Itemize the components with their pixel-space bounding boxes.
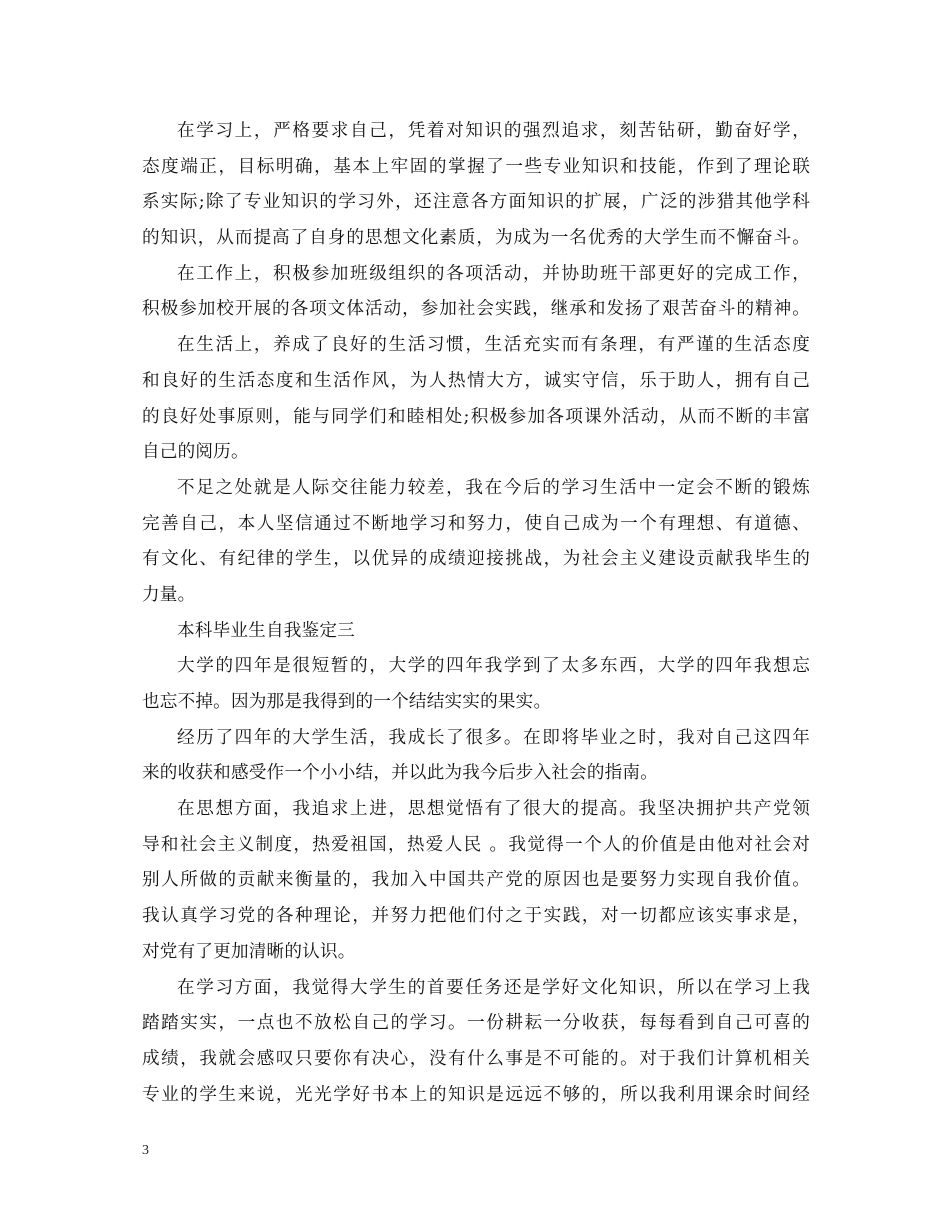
text-line: 来的收获和感受作一个小小结，并以此为我今后步入社会的指南。	[142, 763, 659, 784]
text-line: 成绩，我就会感叹只要你有决心，没有什么事是不可能的。对于我们计算机相关	[142, 1048, 810, 1069]
text-line: 在思想方面，我追求上进，思想觉悟有了很大的提高。我坚决拥护共产党领	[177, 799, 810, 820]
text-line: 别人所做的贡献来衡量的，我加入中国共产党的原因也是要努力实现自我价值。	[142, 870, 810, 891]
text-line: 在学习方面，我觉得大学生的首要任务还是学好文化知识，所以在学习上我	[177, 977, 810, 998]
text-line: 自己的阅历。	[142, 442, 249, 463]
text-line: 态度端正，目标明确，基本上牢固的掌握了一些专业知识和技能，作到了理论联	[142, 156, 810, 177]
text-line: 在学习上，严格要求自己，凭着对知识的强烈追求，刻苦钻研，勤奋好学，	[177, 121, 810, 141]
text-line: 系实际;除了专业知识的学习外，还注意各方面知识的扩展，广泛的涉猎其他学科	[142, 192, 810, 213]
text-line: 的良好处事原则，能与同学们和睦相处;积极参加各项课外活动，从而不断的丰富	[142, 406, 810, 427]
text-line: 我认真学习党的各种理论，并努力把他们付之于实践，对一切都应该实事求是，	[142, 906, 810, 927]
text-line: 对党有了更加清晰的认识。	[142, 941, 356, 962]
section-heading: 本科毕业生自我鉴定三	[177, 620, 355, 641]
text-line: 完善自己，本人坚信通过不断地学习和努力，使自己成为一个有理想、有道德、	[142, 513, 810, 534]
text-line: 在工作上，积极参加班级组织的各项活动，并协助班干部更好的完成工作，	[177, 263, 810, 284]
document-body	[142, 114, 810, 1113]
text-line: 导和社会主义制度，热爱祖国，热爱人民 。我觉得一个人的价值是由他对社会对	[142, 834, 810, 855]
text-line: 不足之处就是人际交往能力较差，我在今后的学习生活中一定会不断的锻炼	[177, 477, 810, 498]
text-line: 力量。	[142, 584, 196, 605]
text-line: 大学的四年是很短暂的，大学的四年我学到了太多东西，大学的四年我想忘	[177, 656, 810, 677]
text-line: 经历了四年的大学生活，我成长了很多。在即将毕业之时，我对自己这四年	[177, 727, 810, 748]
text-line: 的知识，从而提高了自身的思想文化素质，为成为一名优秀的大学生而不懈奋斗。	[142, 228, 810, 249]
page-number: 3	[142, 1143, 149, 1158]
text-line: 也忘不掉。因为那是我得到的一个结结实实的果实。	[142, 692, 552, 712]
text-line: 踏踏实实，一点也不放松自己的学习。一份耕耘一分收获，每每看到自己可喜的	[142, 1013, 810, 1034]
text-line: 有文化、有纪律的学生，以优异的成绩迎接挑战，为社会主义建设贡献我毕生的	[142, 549, 810, 570]
text-line: 专业的学生来说，光光学好书本上的知识是远远不够的，所以我利用课余时间经	[142, 1084, 810, 1105]
text-line: 积极参加校开展的各项文体活动，参加社会实践，继承和发扬了艰苦奋斗的精神。	[142, 299, 810, 320]
text-line: 在生活上，养成了良好的生活习惯，生活充实而有条理，有严谨的生活态度	[177, 335, 810, 356]
text-line: 和良好的生活态度和生活作风，为人热情大方，诚实守信，乐于助人，拥有自己	[142, 370, 810, 391]
